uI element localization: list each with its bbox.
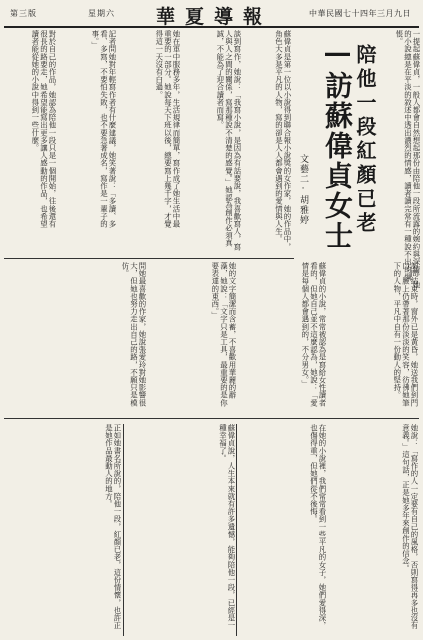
text-column: 她在軍中服務多年，生活規律而簡單，寫作成了她生活中最重要的一部分。她說每天下班以後，總要寫上幾千字，才覺得這一天沒有白過。	[154, 30, 181, 228]
column-divider	[123, 424, 124, 636]
text-column: 在她的小說裡，我們常常看到一些平凡的女子，她們愛得深，也傷得重，但她們從不後悔。	[309, 424, 327, 630]
text-column: 問她最喜歡的作家，她說張愛玲對她影響很大，但她也努力走出自己的路，不願只是模仿。	[120, 262, 147, 407]
text-column: 蘇偉貞說，人生本來就有許多遺憾，能夠陪他一段，已經是一種幸福了。	[218, 424, 236, 630]
text-column: 對於自己的作品，她認為陪他一段只是一個開始，往後還有很長的路要走，她希望能寫出更多讓人感動的作品，也希望讀者能從她的小說中得到一些什麼。	[30, 30, 57, 228]
text-column: 正如她書名所說的，陪他一段，紅顏已老，這份情懷，也許正是她作品最動人的地方。	[104, 424, 122, 630]
masthead: 華夏導報	[155, 6, 272, 28]
weekday-label: 星期六	[88, 9, 115, 18]
text-column: 記者問她對年輕寫作者有什麼建議，她笑著說：「多讀、多看、多寫，不要怕失敗，也不要急著成名，寫作是一輩子的事。」	[90, 30, 117, 228]
text-column: 一提起蘇偉貞，一般人都會自然想起那份由陪他一段所流露的婉約與深情，她的小說總是在平淡的敘述中透出濃烈的情感，讀者讀完常有一種說不出的惆悵。	[394, 30, 421, 289]
byline: 文藝二·胡雅婷	[298, 154, 308, 225]
text-column: 她說：「寫作的人一定要有自己的風格，否則寫得再多也沒有意義。」這句話，正是她多年來創作的信念。	[401, 424, 419, 630]
column-divider	[236, 424, 237, 636]
page-header	[4, 2, 419, 28]
text-column: 訪問結束時，窗外已是黃昏，她送我們到門口，臉上仍帶著那份淡淡的笑容，彷彿她筆下的人物，平凡中自有一份動人的堅持。	[392, 262, 419, 407]
text-column: 談到寫作，她說：「我寫小說，是因為有話要說，我喜歡寫人，寫人與人之間的關係，寫那種說不清楚的感覺。」她認為創作必須真誠，不能為了迎合讀者而寫。	[215, 30, 242, 251]
issue-date: 中華民國七十四年三月九日	[309, 9, 411, 18]
text-column: 她的文字簡潔而含蓄，不喜歡用華麗的辭藻，她說：「文字只是工具，最重要的是你要表達的東西。」	[210, 262, 237, 407]
headline-sub: —訪蘇偉貞女士	[321, 36, 354, 251]
text-column: 蘇偉貞的小說，常常被認為是寫給女性讀者看的，但她自己並不這麼認為，她說：「愛情是每個人都會遇到的，不分男女。」	[300, 262, 327, 407]
article-title-block	[295, 36, 385, 251]
section-divider	[4, 418, 419, 419]
section-divider	[4, 258, 294, 259]
page-label: 第三版	[10, 9, 37, 18]
text-column: 蘇偉貞是第一位以小說得到聯合報小說獎的女作家，她的作品中，角色大多是平凡的人物，寫的卻是人人都會遇到的愛情與人生。	[274, 30, 292, 251]
headline-main: 陪他一段紅顏已老	[353, 44, 377, 236]
